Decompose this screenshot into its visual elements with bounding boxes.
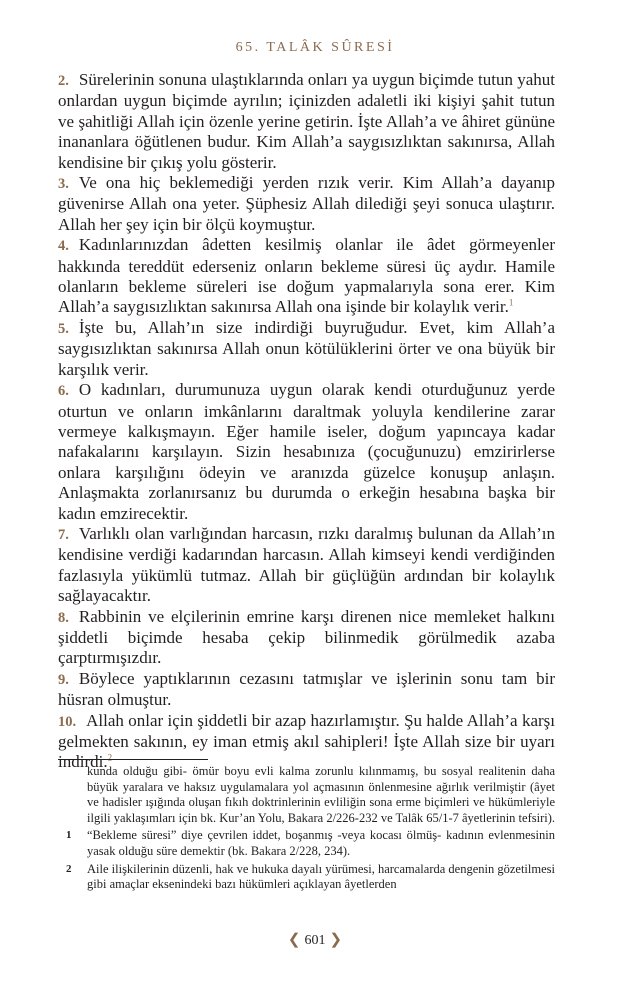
running-header: 65. TALÂK SÛRESİ [235,40,395,55]
footnote-reference[interactable]: 1 [508,297,514,308]
page-number: 601 [304,933,326,948]
verse [58,524,555,607]
verse [58,235,555,318]
page-number-block [0,930,630,949]
footnotes [58,764,555,895]
verse-number: 8. [58,609,69,626]
footnote-text: Aile ilişkilerinin düzenli, hak ve hukuka dayalı yürümesi, harcamalarda dengenin gözetilmesi gibi amaçlar eksenindeki bazı hükümleri açıklayan âyetlerden [87,861,555,892]
footnote-divider [58,759,208,760]
verse [58,173,555,235]
footnote-text: kunda olduğu gibi- ömür boyu evli kalma zorunlu kılınmamış, bu sosyal realitenin daha büyük yaralara ve haksız uygulamalara yol açmasının önlenmesine ağırlık verilmiştir (âyet ve hadisler ışığında oluşan fıkıh doktrinlerinin evliliğin sona erme biçimleri ve hükümleriyle ilgili yaklaşımları için bk. Kur’an Yolu, Bakara 2/226-232 ve Talâk 65/1-7 âyetlerinin tefsiri). [87,764,556,825]
verse [58,70,555,173]
footnote-reference[interactable]: 2 [107,752,113,763]
verse-list [58,70,555,773]
verse-text: Allah onlar için şiddetli bir azap hazırlamıştır. Şu halde Allah’a karşı gelmekten sakının, ey iman etmiş akıl sahipleri! İşte Allah size bir uyarı indirdi. [58,710,555,772]
verse [58,380,555,524]
verse-text: Varlıklı olan varlığından harcasın, rızkı daralmış bulunan da Allah’ın kendisine verdiği kadarından harcasın. Allah kimseyi kendi verdiğinden fazlasıyla yükümlü tutmaz. Allah bir güçlüğün ardından bir kolaylık sağlayacaktır. [58,523,555,606]
verse [58,607,555,669]
verse-number: 3. [58,176,69,193]
verse-number: 2. [58,73,69,89]
verse-text: İşte bu, Allah’ın size indirdiği buyruğudur. Evet, kim Allah’a saygısızlıktan sakınırsa Allah onun kötülüklerini örter ve ona büyük bir karşılık verir. [58,317,555,379]
verse-number: 10. [58,713,77,730]
verse-number: 9. [58,671,69,688]
ornament-left-icon: ❮ [287,932,301,948]
verse-text: O kadınları, durumunuza uygun olarak kendi oturduğunuz yerde oturtun ve onların imkânlarını daraltmak yoluyla kendilerine zarar vermeye kalkışmayın. Eğer hamile iseler, doğum yapıncaya kadar nafakalarını karşılayın. Sizin hesabınıza (çocuğunuzu) emzirirlerse onlara karşılığını ödeyin ve aranızda güzelce konuşup anlaşın. Anlaşmakta zorlanırsanız bu durumda o erkeğin hesabına başka bir kadın emzirecektir. [58,380,555,523]
verse-number: 6. [58,383,69,400]
verse-text: Kadınlarınızdan âdetten kesilmiş olanlar ile âdet görmeyenler hakkında tereddüt ederseniz onların bekleme süresi üç aydır. Hamile olanların bekleme süreleri ise doğum yapmalarıyla sona erer. Kim Allah’a saygısızlıktan sakınırsa Allah ona işinde bir kolaylık verir. [58,235,555,317]
footnote-number: 2 [66,862,72,875]
footnote-text: “Bekleme süresi” diye çevrilen iddet, boşanmış -veya kocası ölmüş- kadının evlenmesinin yasak olduğu süre demektir (bk. Bakara 2/228, 234). [87,828,555,858]
verse-number: 5. [58,320,69,337]
verse-text: Ve ona hiç beklemediği yerden rızık verir. Kim Allah’a dayanıp güvenirse Allah ona yeter. Şüphesiz Allah dilediği şeyi sonuca ulaştırır. Allah her şey için bir ölçü koymuştur. [58,173,555,234]
verse-text: Sürelerinin sonuna ulaştıklarında onları ya uygun biçimde tutun yahut onlardan uygun biçimde ayrılın; içinizden adaletli iki kişiyi şahit tutun ve şahitliği Allah için özenle yerine getirin. İşte Allah’a ve âhiret gününe inananlara öğütlenen budur. Kim Allah’a saygısızlıktan sakınırsa, Allah kendisine bir çıkış yolu gösterir. [58,70,555,172]
ornament-right-icon: ❯ [329,932,343,948]
footnote-continuation [58,764,555,826]
verse [58,318,555,380]
verse [58,669,555,711]
footnote-number: 1 [66,829,72,842]
verse-number: 7. [58,526,69,543]
footnote [58,862,555,893]
verse-text: Böylece yaptıklarının cezasını tatmışlar ve işlerinin sonu tam bir hüsran olmuştur. [58,668,555,710]
footnote [58,828,555,859]
verse-number: 4. [58,238,69,255]
verse-text: Rabbinin ve elçilerinin emrine karşı direnen nice memleket halkını şiddetli biçimde hesaba çekip bilinmedik görülmedik azaba çarptırmışızdır. [58,606,555,668]
